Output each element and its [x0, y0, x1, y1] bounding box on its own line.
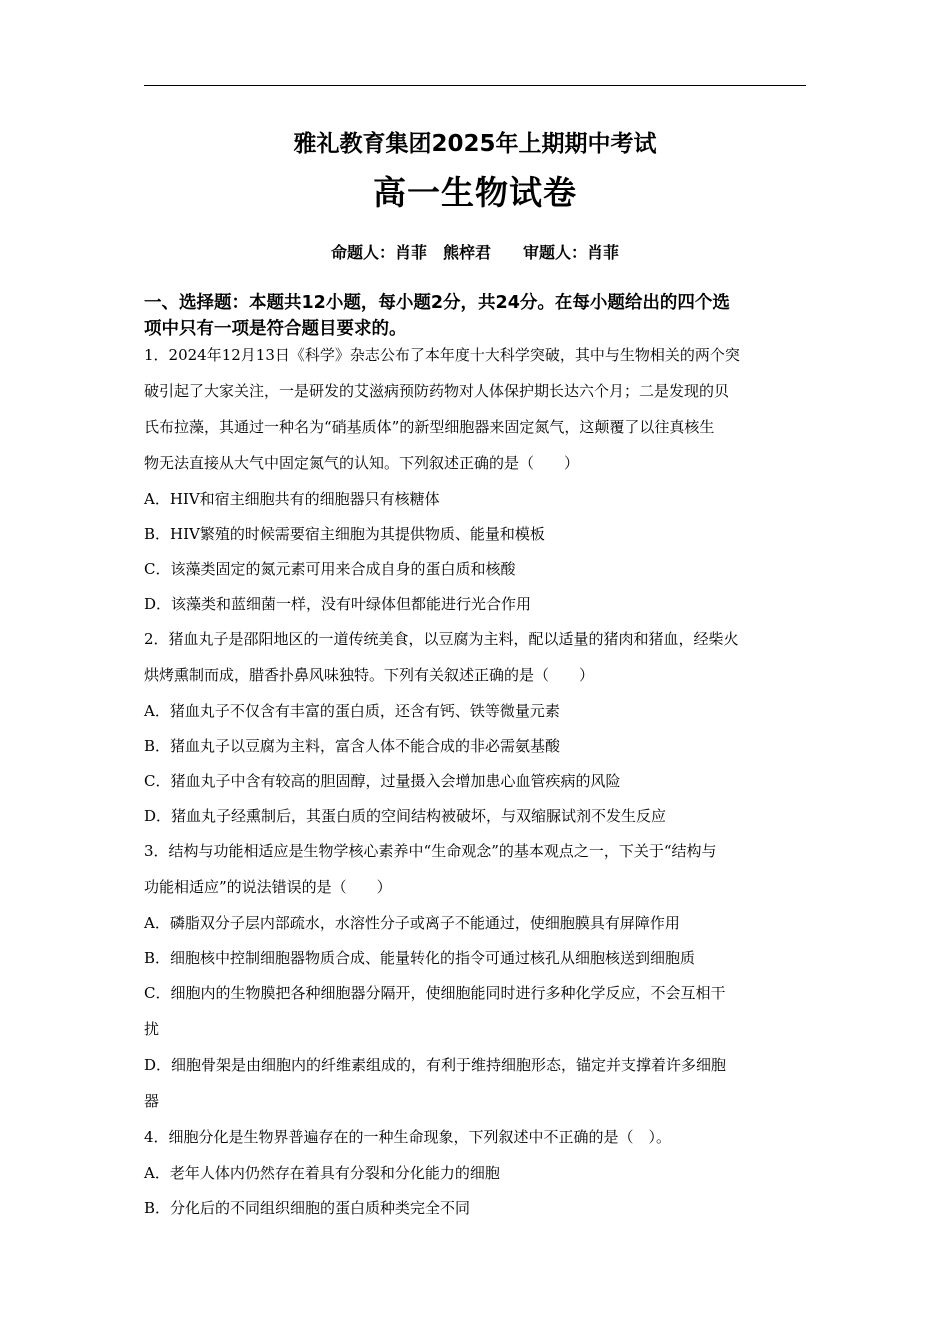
option-d	[144, 1050, 808, 1122]
option-line: 扰	[144, 1020, 160, 1038]
question-stem	[144, 836, 808, 908]
option-b: B．猪血丸子以豆腐为主料，富含人体不能合成的非必需氨基酸	[144, 737, 561, 755]
question-stem	[144, 624, 808, 696]
option-b: B．HIV繁殖的时候需要宿主细胞为其提供物质、能量和模板	[144, 525, 545, 543]
exam-title: 雅礼教育集团2025年上期期中考试	[293, 131, 657, 157]
option-line: 器	[144, 1092, 160, 1110]
stem-line: 1．2024年12月13日《科学》杂志公布了本年度十大科学突破，其中与生物相关的两个突	[144, 346, 740, 364]
option-d: D．猪血丸子经熏制后，其蛋白质的空间结构被破坏，与双缩脲试剂不发生反应	[144, 807, 667, 825]
option-a: A．磷脂双分子层内部疏水，水溶性分子或离子不能通过，使细胞膜具有屏障作用	[144, 914, 680, 932]
stem-line: 3．结构与功能相适应是生物学核心素养中“生命观念”的基本观点之一，下关于“结构与	[144, 842, 717, 860]
stem-line: 氏布拉藻，其通过一种名为“硝基质体”的新型细胞器来固定氮气，这颠覆了以往真核生	[144, 418, 715, 436]
section-title-line-1: 一、选择题：本题共12小题，每小题2分，共24分。在每小题给出的四个选	[144, 293, 730, 313]
question-2	[144, 624, 808, 836]
option-b: B．细胞核中控制细胞器物质合成、能量转化的指令可通过核孔从细胞核送到细胞质	[144, 949, 696, 967]
stem-line: 物无法直接从大气中固定氮气的认知。下列叙述正确的是（ ）	[144, 454, 580, 472]
question-stem	[144, 340, 808, 484]
stem-line: 2．猪血丸子是邵阳地区的一道传统美食，以豆腐为主料，配以适量的猪肉和猪血，经柴火	[144, 630, 739, 648]
question-stem	[144, 1122, 808, 1158]
question-4	[144, 1122, 808, 1228]
question-1	[144, 340, 808, 624]
option-d: D．该藻类和蓝细菌一样，没有叶绿体但都能进行光合作用	[144, 595, 532, 613]
option-c: C．该藻类固定的氮元素可用来合成自身的蛋白质和核酸	[144, 560, 516, 578]
option-line: C．细胞内的生物膜把各种细胞器分隔开，使细胞能同时进行多种化学反应，不会互相干	[144, 984, 726, 1002]
question-3	[144, 836, 808, 1122]
stem-line: 功能相适应”的说法错误的是（ ）	[144, 878, 392, 896]
option-a: A．HIV和宿主细胞共有的细胞器只有核糖体	[144, 490, 440, 508]
question-list	[144, 340, 808, 1228]
section-header	[144, 290, 812, 342]
option-b: B．分化后的不同组织细胞的蛋白质种类完全不同	[144, 1199, 471, 1217]
option-a: A．老年人体内仍然存在着具有分裂和分化能力的细胞	[144, 1164, 500, 1182]
stem-line: 破引起了大家关注，一是研发的艾滋病预防药物对人体保护期长达六个月；二是发现的贝	[144, 382, 730, 400]
header-rule	[144, 85, 806, 86]
option-c: C．猪血丸子中含有较高的胆固醇，过量摄入会增加患心血管疾病的风险	[144, 772, 621, 790]
section-title-line-2: 项中只有一项是符合题目要求的。	[144, 319, 407, 339]
authors-line: 命题人：肖菲 熊梓君 审题人：肖菲	[330, 243, 619, 262]
stem-line: 4．细胞分化是生物界普遍存在的一种生命现象，下列叙述中不正确的是（ ）。	[144, 1128, 672, 1146]
option-a: A．猪血丸子不仅含有丰富的蛋白质，还含有钙、铁等微量元素	[144, 702, 560, 720]
stem-line: 烘烤熏制而成，腊香扑鼻风味独特。下列有关叙述正确的是（ ）	[144, 666, 595, 684]
paper-title: 高一生物试卷	[373, 173, 577, 212]
option-line: D．细胞骨架是由细胞内的纤维素组成的，有利于维持细胞形态，锚定并支撑着许多细胞	[144, 1056, 727, 1074]
option-c	[144, 978, 808, 1050]
